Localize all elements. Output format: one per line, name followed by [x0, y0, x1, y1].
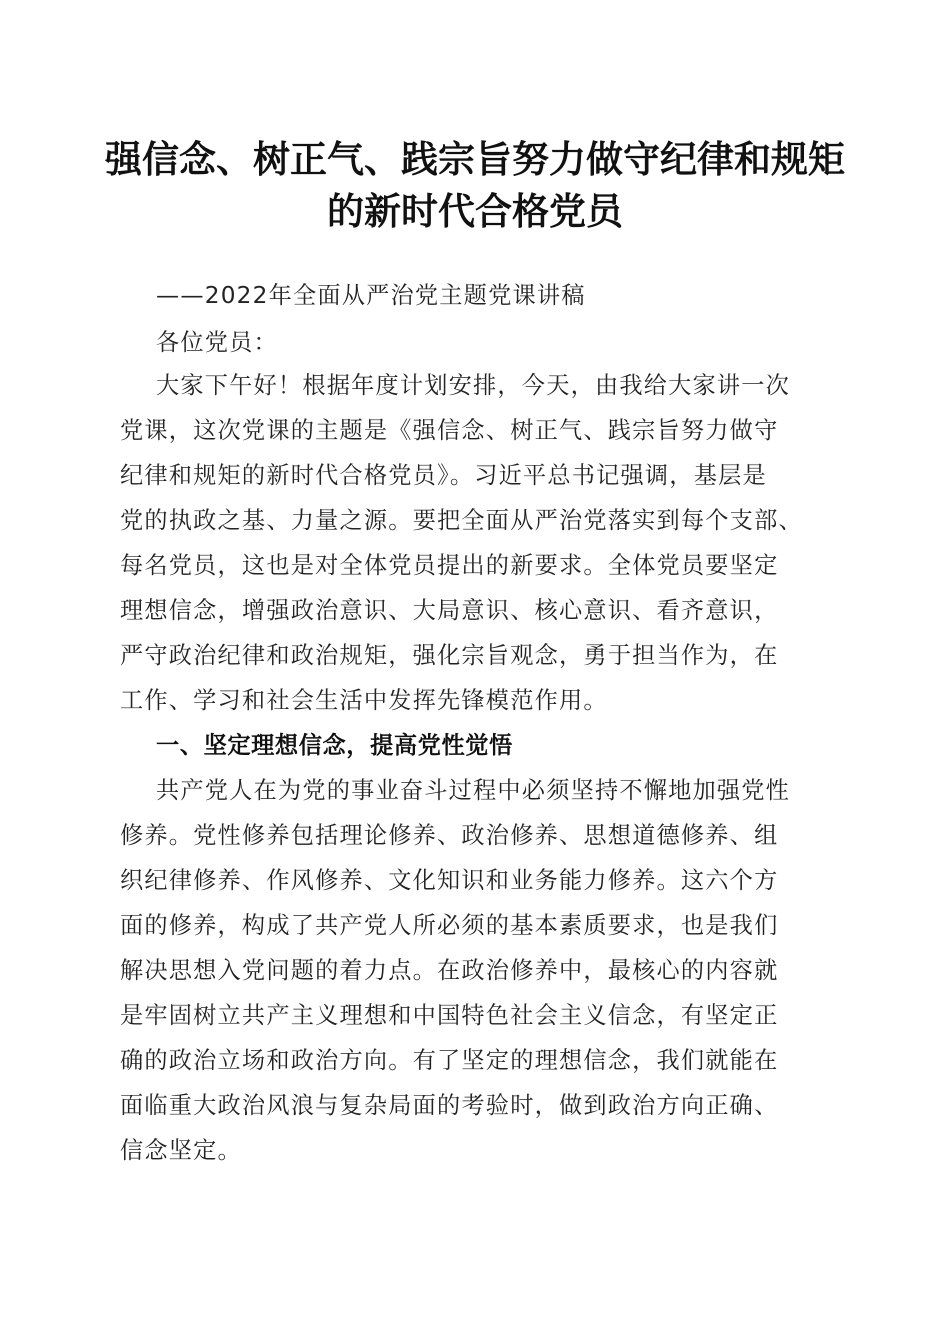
paragraph-line: 纪律和规矩的新时代合格党员》。习近平总书记强调，基层是: [120, 462, 767, 489]
section-heading: 一、坚定理想信念，提高党性觉悟: [156, 732, 513, 759]
paragraph-line: 确的政治立场和政治方向。有了坚定的理想信念，我们就能在: [120, 1047, 779, 1074]
paragraph-line: 面的修养，构成了共产党人所必须的基本素质要求，也是我们: [120, 912, 779, 939]
paragraph-line: 修养。党性修养包括理论修养、政治修养、思想道德修养、组: [120, 822, 779, 849]
greeting: 各位党员：: [156, 329, 278, 356]
document-title-line-2: 的新时代合格党员: [327, 189, 623, 233]
paragraph-line: 面临重大政治风浪与复杂局面的考验时，做到政治方向正确、: [120, 1092, 779, 1119]
paragraph-line: 共产党人在为党的事业奋斗过程中必须坚持不懈地加强党性: [156, 777, 791, 804]
paragraph-line: 每名党员，这也是对全体党员提出的新要求。全体党员要坚定: [120, 552, 779, 579]
paragraph-line: 信念坚定。: [120, 1137, 242, 1164]
paragraph-line: 是牢固树立共产主义理想和中国特色社会主义信念，有坚定正: [120, 1002, 779, 1029]
document-subtitle: ——2022年全面从严治党主题党课讲稿: [156, 282, 586, 309]
paragraph-line: 大家下午好！根据年度计划安排，今天，由我给大家讲一次: [156, 372, 791, 399]
paragraph-line: 严守政治纪律和政治规矩，强化宗旨观念，勇于担当作为，在: [120, 642, 779, 669]
document-title-line-1: 强信念、树正气、践宗旨努力做守纪律和规矩: [105, 137, 845, 181]
paragraph-line: 解决思想入党问题的着力点。在政治修养中，最核心的内容就: [120, 957, 779, 984]
paragraph-line: 党的执政之基、力量之源。要把全面从严治党落实到每个支部、: [120, 507, 803, 534]
paragraph-line: 理想信念，增强政治意识、大局意识、核心意识、看齐意识，: [120, 597, 779, 624]
paragraph-line: 织纪律修养、作风修养、文化知识和业务能力修养。这六个方: [120, 867, 779, 894]
paragraph-line: 工作、学习和社会生活中发挥先锋模范作用。: [120, 687, 608, 714]
paragraph-line: 党课，这次党课的主题是《强信念、树正气、践宗旨努力做守: [120, 417, 779, 444]
